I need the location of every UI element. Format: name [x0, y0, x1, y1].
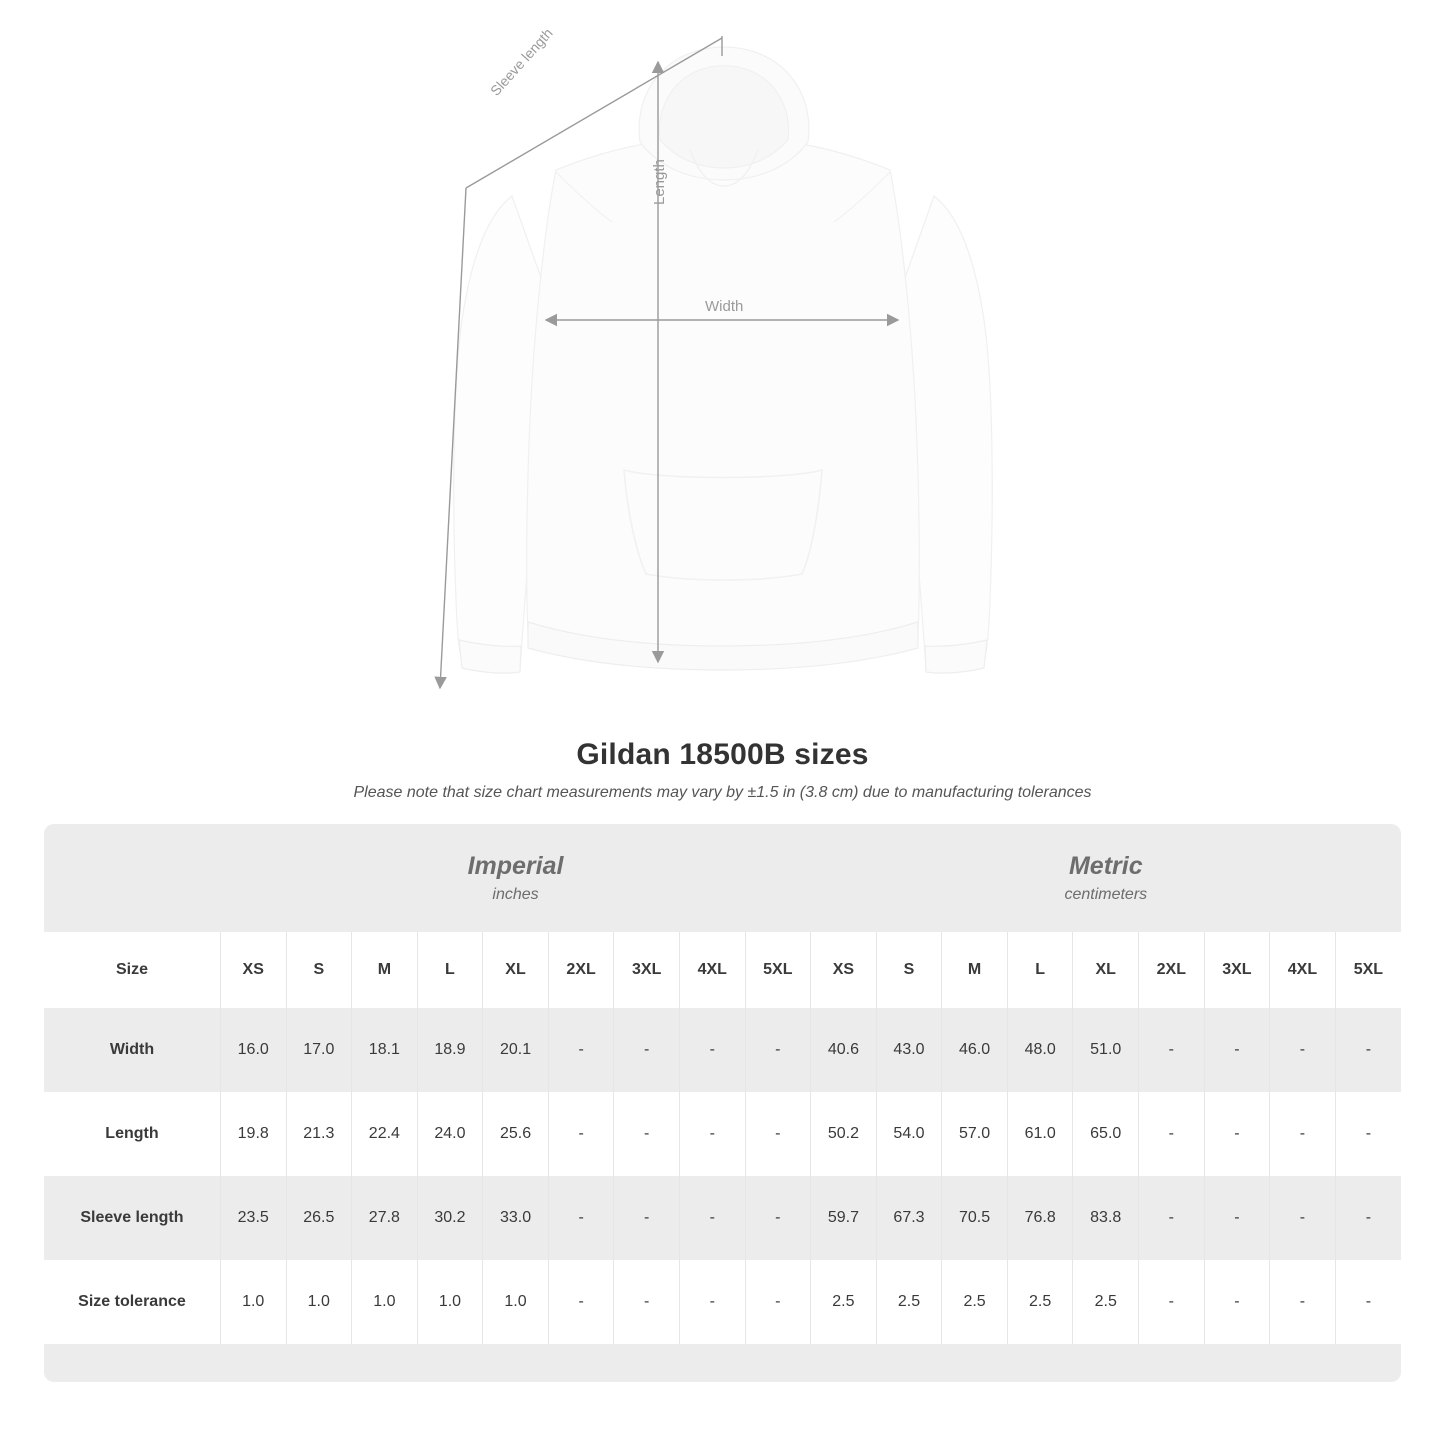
- imperial-system-label: Imperial: [467, 851, 564, 880]
- size-header-label: Size: [44, 932, 220, 1008]
- row-label-length: Length: [44, 1092, 220, 1176]
- footer-right: [1335, 1344, 1401, 1382]
- cell-width-metric-3xl: -: [1204, 1008, 1270, 1092]
- length-label: Length: [651, 159, 668, 205]
- size-table-wrapper: [44, 824, 1401, 1382]
- row-label-sleeve-length: Sleeve length: [44, 1176, 220, 1260]
- cell-length-imperial-5xl: -: [745, 1092, 811, 1176]
- cell-width-imperial-4xl: -: [679, 1008, 745, 1092]
- header-imperial-4xl: 4XL: [679, 932, 745, 1008]
- cell-length-imperial-xs: 19.8: [220, 1092, 286, 1176]
- cell-width-imperial-s: 17.0: [286, 1008, 352, 1092]
- table-footer-band: [44, 1344, 1401, 1382]
- header-metric-5xl: 5XL: [1335, 932, 1401, 1008]
- header-imperial-xs: XS: [220, 932, 286, 1008]
- header-imperial-3xl: 3XL: [614, 932, 680, 1008]
- cell-length-imperial-m: 22.4: [352, 1092, 418, 1176]
- cell-tolerance-metric-s: 2.5: [876, 1260, 942, 1344]
- cell-sleeve-metric-4xl: -: [1270, 1176, 1336, 1260]
- cell-tolerance-imperial-5xl: -: [745, 1260, 811, 1344]
- cell-tolerance-metric-m: 2.5: [942, 1260, 1008, 1344]
- cell-sleeve-metric-s: 67.3: [876, 1176, 942, 1260]
- table-row: [44, 1260, 1401, 1344]
- garment-illustration: [0, 0, 1445, 720]
- cell-sleeve-imperial-2xl: -: [548, 1176, 614, 1260]
- cell-tolerance-metric-l: 2.5: [1007, 1260, 1073, 1344]
- cell-width-imperial-3xl: -: [614, 1008, 680, 1092]
- cell-tolerance-imperial-xs: 1.0: [220, 1260, 286, 1344]
- cell-width-metric-2xl: -: [1139, 1008, 1205, 1092]
- cell-tolerance-imperial-xl: 1.0: [483, 1260, 549, 1344]
- row-label-width: Width: [44, 1008, 220, 1092]
- unit-system-row: [44, 824, 1401, 932]
- cell-width-metric-xl: 51.0: [1073, 1008, 1139, 1092]
- cell-sleeve-imperial-xs: 23.5: [220, 1176, 286, 1260]
- cell-sleeve-imperial-5xl: -: [745, 1176, 811, 1260]
- cell-length-metric-m: 57.0: [942, 1092, 1008, 1176]
- cell-length-imperial-s: 21.3: [286, 1092, 352, 1176]
- footer-left: [44, 1344, 220, 1382]
- cell-length-metric-s: 54.0: [876, 1092, 942, 1176]
- metric-unit-label: centimeters: [1064, 886, 1148, 904]
- cell-length-metric-3xl: -: [1204, 1092, 1270, 1176]
- cell-width-metric-5xl: -: [1335, 1008, 1401, 1092]
- cell-length-metric-l: 61.0: [1007, 1092, 1073, 1176]
- cell-tolerance-imperial-3xl: -: [614, 1260, 680, 1344]
- cell-sleeve-imperial-xl: 33.0: [483, 1176, 549, 1260]
- width-label: Width: [705, 298, 744, 315]
- cell-sleeve-metric-l: 76.8: [1007, 1176, 1073, 1260]
- hoodie-drawing: [0, 0, 1445, 720]
- cell-length-metric-5xl: -: [1335, 1092, 1401, 1176]
- cell-sleeve-imperial-4xl: -: [679, 1176, 745, 1260]
- unit-row-spacer: [44, 824, 220, 932]
- cell-sleeve-imperial-m: 27.8: [352, 1176, 418, 1260]
- cell-sleeve-metric-3xl: -: [1204, 1176, 1270, 1260]
- header-imperial-m: M: [352, 932, 418, 1008]
- cell-sleeve-metric-5xl: -: [1335, 1176, 1401, 1260]
- table-row: [44, 1092, 1401, 1176]
- cell-tolerance-metric-xs: 2.5: [811, 1260, 877, 1344]
- header-metric-3xl: 3XL: [1204, 932, 1270, 1008]
- cell-width-metric-4xl: -: [1270, 1008, 1336, 1092]
- table-row: [44, 1008, 1401, 1092]
- cell-sleeve-metric-2xl: -: [1139, 1176, 1205, 1260]
- header-metric-xs: XS: [811, 932, 877, 1008]
- cell-width-imperial-m: 18.1: [352, 1008, 418, 1092]
- cell-length-imperial-3xl: -: [614, 1092, 680, 1176]
- header-imperial-xl: XL: [483, 932, 549, 1008]
- header-imperial-l: L: [417, 932, 483, 1008]
- header-metric-4xl: 4XL: [1270, 932, 1336, 1008]
- row-label-size-tolerance: Size tolerance: [44, 1260, 220, 1344]
- cell-sleeve-metric-xs: 59.7: [811, 1176, 877, 1260]
- header-metric-l: L: [1007, 932, 1073, 1008]
- cell-tolerance-metric-3xl: -: [1204, 1260, 1270, 1344]
- cell-tolerance-metric-2xl: -: [1139, 1260, 1205, 1344]
- cell-tolerance-imperial-l: 1.0: [417, 1260, 483, 1344]
- header-imperial-5xl: 5XL: [745, 932, 811, 1008]
- cell-width-metric-m: 46.0: [942, 1008, 1008, 1092]
- cell-width-imperial-xs: 16.0: [220, 1008, 286, 1092]
- cell-length-imperial-xl: 25.6: [483, 1092, 549, 1176]
- cell-width-imperial-xl: 20.1: [483, 1008, 549, 1092]
- cell-tolerance-imperial-s: 1.0: [286, 1260, 352, 1344]
- cell-length-imperial-l: 24.0: [417, 1092, 483, 1176]
- size-table: [44, 824, 1401, 1382]
- metric-system-label: Metric: [1068, 851, 1143, 880]
- imperial-unit-cell: [220, 824, 810, 932]
- cell-tolerance-metric-5xl: -: [1335, 1260, 1401, 1344]
- page-title: Gildan 18500B sizes: [576, 738, 869, 771]
- cell-length-imperial-2xl: -: [548, 1092, 614, 1176]
- title-block: [0, 738, 1445, 802]
- header-imperial-s: S: [286, 932, 352, 1008]
- cell-sleeve-imperial-l: 30.2: [417, 1176, 483, 1260]
- sleeve-length-label: Sleeve length: [487, 24, 556, 99]
- cell-sleeve-metric-xl: 83.8: [1073, 1176, 1139, 1260]
- metric-unit-cell: [811, 824, 1401, 932]
- cell-tolerance-metric-xl: 2.5: [1073, 1260, 1139, 1344]
- cell-sleeve-imperial-s: 26.5: [286, 1176, 352, 1260]
- cell-sleeve-imperial-3xl: -: [614, 1176, 680, 1260]
- cell-width-metric-s: 43.0: [876, 1008, 942, 1092]
- cell-length-metric-2xl: -: [1139, 1092, 1205, 1176]
- footer-mid: [220, 1344, 1335, 1382]
- cell-length-metric-xl: 65.0: [1073, 1092, 1139, 1176]
- cell-tolerance-imperial-4xl: -: [679, 1260, 745, 1344]
- cell-sleeve-metric-m: 70.5: [942, 1176, 1008, 1260]
- header-imperial-2xl: 2XL: [548, 932, 614, 1008]
- header-metric-2xl: 2XL: [1139, 932, 1205, 1008]
- cell-width-imperial-2xl: -: [548, 1008, 614, 1092]
- imperial-unit-label: inches: [492, 886, 539, 904]
- cell-width-metric-l: 48.0: [1007, 1008, 1073, 1092]
- cell-length-imperial-4xl: -: [679, 1092, 745, 1176]
- header-metric-m: M: [942, 932, 1008, 1008]
- cell-tolerance-imperial-m: 1.0: [352, 1260, 418, 1344]
- header-metric-s: S: [876, 932, 942, 1008]
- table-row: [44, 1176, 1401, 1260]
- tolerance-note: Please note that size chart measurements may vary by ±1.5 in (3.8 cm) due to manufacturing tolerances: [353, 784, 1092, 801]
- hoodie-shape: [454, 47, 992, 673]
- cell-length-metric-xs: 50.2: [811, 1092, 877, 1176]
- cell-width-imperial-l: 18.9: [417, 1008, 483, 1092]
- cell-tolerance-metric-4xl: -: [1270, 1260, 1336, 1344]
- cell-width-imperial-5xl: -: [745, 1008, 811, 1092]
- size-header-row: [44, 932, 1401, 1008]
- cell-tolerance-imperial-2xl: -: [548, 1260, 614, 1344]
- cell-width-metric-xs: 40.6: [811, 1008, 877, 1092]
- cell-length-metric-4xl: -: [1270, 1092, 1336, 1176]
- header-metric-xl: XL: [1073, 932, 1139, 1008]
